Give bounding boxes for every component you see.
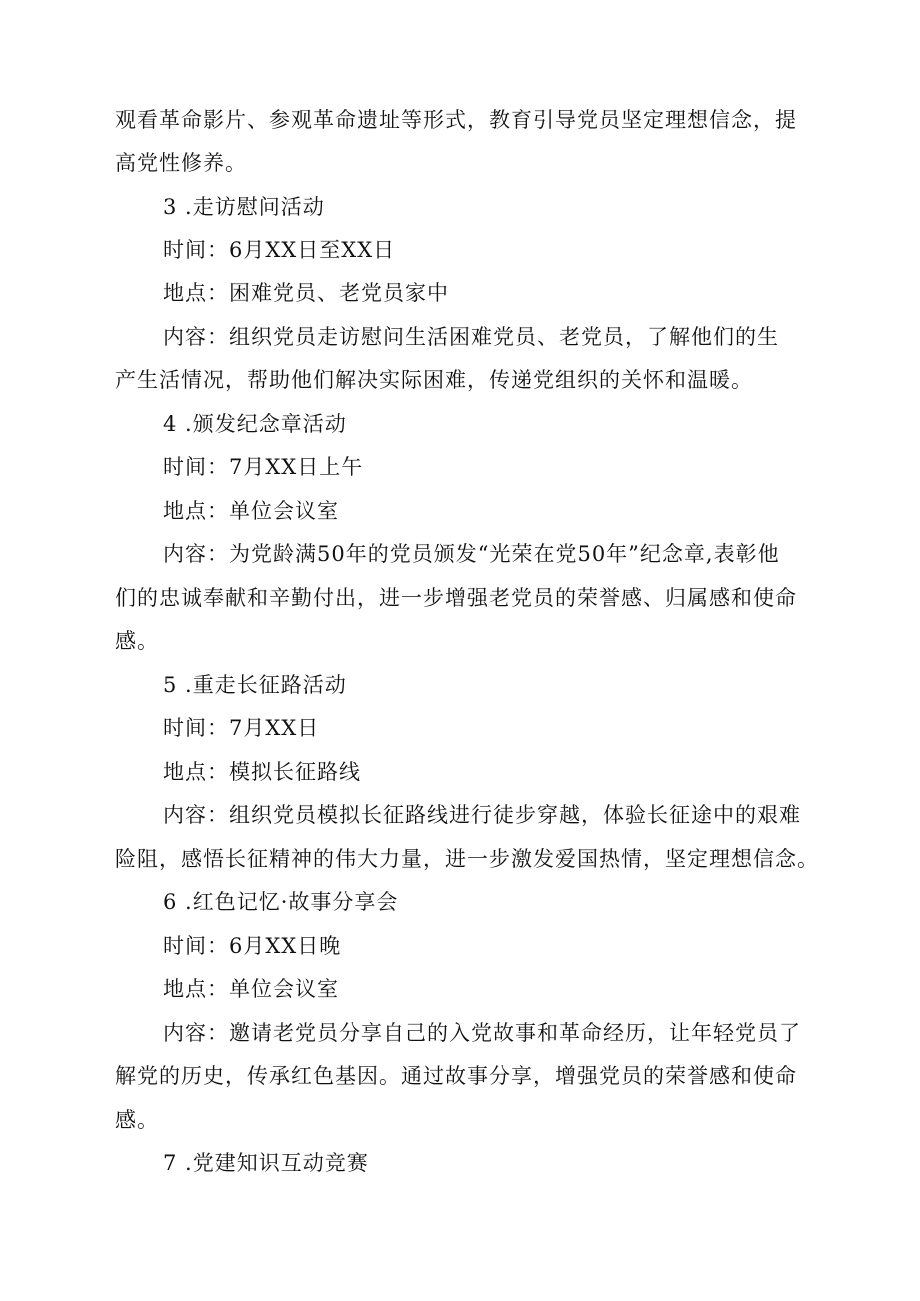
item-4-content-line-3: 感。 [115, 629, 159, 653]
item-7-heading: 7 .党建知识互动竞赛 [163, 1151, 369, 1175]
item-5-place: 地点：模拟长征路线 [163, 760, 361, 784]
item-3-place: 地点：困难党员、老党员家中 [163, 281, 449, 305]
item-3-content-line-1: 内容：组织党员走访慰问生活困难党员、老党员，了解他们的生 [163, 325, 779, 349]
item-4-content-line-2: 们的忠诚奉献和辛勤付出，进一步增强老党员的荣誉感、归属感和使命 [115, 586, 797, 610]
item-3-heading: 3 .走访慰问活动 [163, 195, 325, 219]
item-5-time: 时间：7月XX日 [163, 716, 320, 740]
item-5-heading: 5 .重走长征路活动 [163, 673, 347, 697]
item-6-content-line-2: 解党的历史，传承红色基因。通过故事分享，增强党员的荣誉感和使命 [115, 1064, 797, 1088]
intro-line-2: 高党性修养。 [115, 151, 247, 175]
item-4-place: 地点：单位会议室 [163, 499, 339, 523]
item-6-content-line-3: 感。 [115, 1108, 159, 1132]
item-6-time: 时间：6月XX日晚 [163, 934, 342, 958]
item-6-place: 地点：单位会议室 [163, 977, 339, 1001]
item-5-content-line-2: 险阻，感悟长征精神的伟大力量，进一步激发爱国热情，坚定理想信念。 [115, 847, 819, 871]
item-3-content-line-2: 产生活情况，帮助他们解决实际困难，传递党组织的关怀和温暖。 [115, 368, 753, 392]
item-4-time: 时间：7月XX日上午 [163, 455, 364, 479]
intro-line-1: 观看革命影片、参观革命遗址等形式，教育引导党员坚定理想信念，提 [115, 108, 797, 132]
item-6-content-line-1: 内容：邀请老党员分享自己的入党故事和革命经历，让年轻党员了 [163, 1021, 801, 1045]
item-5-content-line-1: 内容：组织党员模拟长征路线进行徒步穿越，体验长征途中的艰难 [163, 803, 801, 827]
item-4-content-line-1: 内容：为党龄满50年的党员颁发“光荣在党50年”纪念章,表彰他 [163, 542, 780, 566]
item-4-heading: 4 .颁发纪念章活动 [163, 412, 347, 436]
item-6-heading: 6 .红色记忆·故事分享会 [163, 890, 399, 914]
item-3-time: 时间：6月XX日至XX日 [163, 238, 396, 262]
